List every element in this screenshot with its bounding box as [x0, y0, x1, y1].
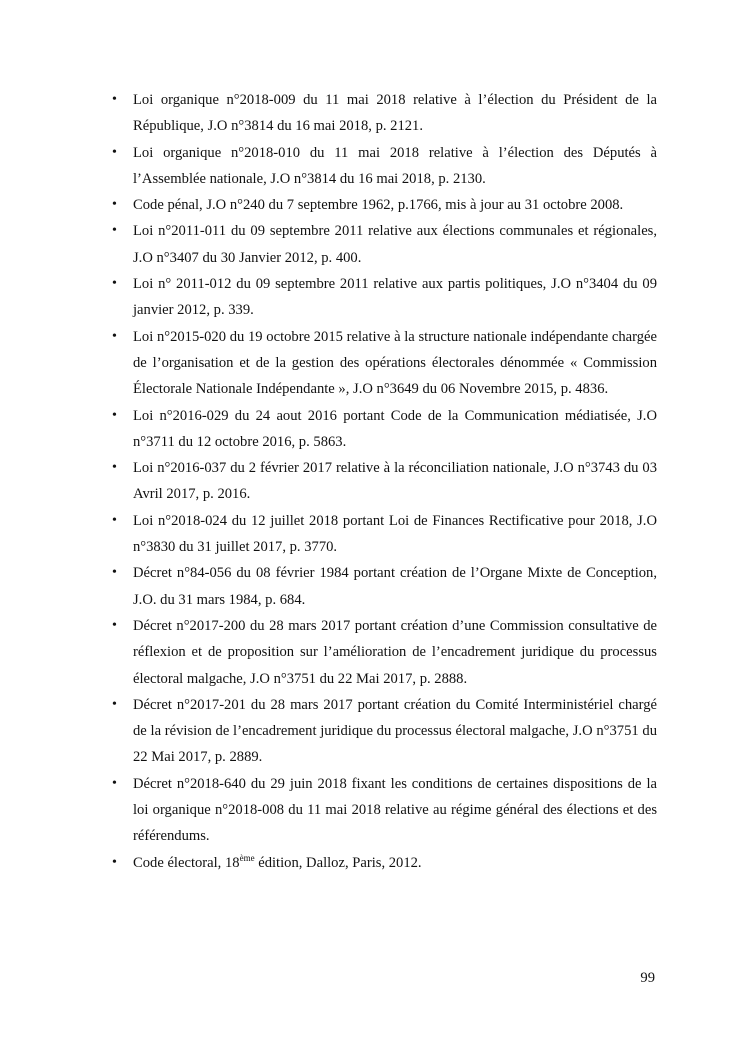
reference-list: [112, 87, 657, 876]
list-item: • Code pénal, J.O n°240 du 7 septembre 1962, p.1766, mis à jour au 31 octobre 2008.: [112, 192, 657, 218]
reference-text: Code électoral, 18: [133, 854, 240, 871]
list-item: [112, 850, 657, 876]
list-item: • Loi n°2016-029 du 24 aout 2016 portant Code de la Communication médiatisée, J.O n°3711 du 12 octobre 2016, p. 5863.: [112, 403, 657, 456]
list-item: • Loi organique n°2018-009 du 11 mai 2018 relative à l’élection du Président de la République, J.O n°3814 du 16 mai 2018, p. 2121.: [112, 87, 657, 140]
reference-text: édition, Dalloz, Paris, 2012.: [254, 854, 422, 871]
list-item: • Loi n°2016-037 du 2 février 2017 relative à la réconciliation nationale, J.O n°3743 du 03 Avril 2017, p. 2016.: [112, 455, 657, 508]
page-number: 99: [640, 970, 655, 986]
reference-superscript: ème: [239, 852, 255, 863]
list-item: • Loi n°2018-024 du 12 juillet 2018 portant Loi de Finances Rectificative pour 2018, J.O n°3830 du 31 juillet 2017, p. 3770.: [112, 508, 657, 561]
list-item: • Décret n°2017-201 du 28 mars 2017 portant création du Comité Interministériel chargé de la révision de l’encadrement juridique du processus électoral malgache, J.O n°3751 du 22 Mai 2017, p. 2889.: [112, 692, 657, 771]
list-item: • Décret n°84-056 du 08 février 1984 portant création de l’Organe Mixte de Conception, J.O. du 31 mars 1984, p. 684.: [112, 560, 657, 613]
list-item: • Loi n°2015-020 du 19 octobre 2015 relative à la structure nationale indépendante chargée de l’organisation et de la gestion des opérations électorales dénommée « Commission Électorale Nationale Indépendante », J.O n°3649 du 06 Novembre 2015, p. 4836.: [112, 324, 657, 403]
list-item: • Loi organique n°2018-010 du 11 mai 2018 relative à l’élection des Députés à l’Assemblée nationale, J.O n°3814 du 16 mai 2018, p. 2130.: [112, 140, 657, 193]
list-item: • Décret n°2018-640 du 29 juin 2018 fixant les conditions de certaines dispositions de la loi organique n°2018-008 du 11 mai 2018 relative au régime général des élections et des référendums.: [112, 771, 657, 850]
list-item: • Décret n°2017-200 du 28 mars 2017 portant création d’une Commission consultative de réflexion et de proposition sur l’amélioration de l’encadrement juridique du processus électoral malgache, J.O n°3751 du 22 Mai 2017, p. 2888.: [112, 613, 657, 692]
list-item: • Loi n° 2011-012 du 09 septembre 2011 relative aux partis politiques, J.O n°3404 du 09 janvier 2012, p. 339.: [112, 271, 657, 324]
list-item: • Loi n°2011-011 du 09 septembre 2011 relative aux élections communales et régionales, J.O n°3407 du 30 Janvier 2012, p. 400.: [112, 218, 657, 271]
